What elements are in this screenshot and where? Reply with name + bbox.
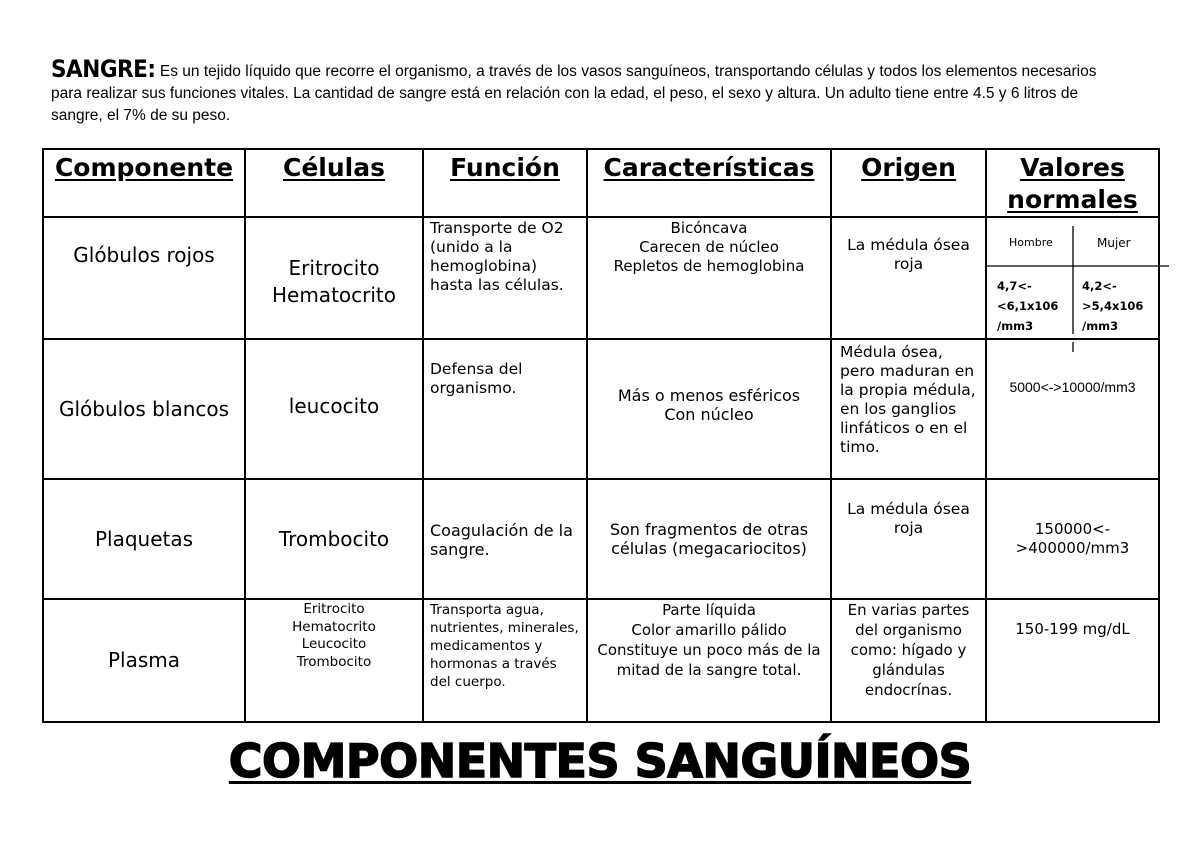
componente-cell: Glóbulos rojos: [43, 217, 245, 339]
celulas-cell: Eritrocito Hematocrito: [245, 217, 423, 339]
header-origen: Origen: [831, 149, 986, 217]
celulas-cell: leucocito: [245, 339, 423, 479]
valores-cell: 5000<->10000/mm3: [986, 339, 1159, 479]
page-title: COMPONENTES SANGUÍNEOS: [228, 734, 972, 788]
mujer-value: 4,2<->5,4x106 /mm3: [1082, 279, 1144, 333]
celulas-cell: Trombocito: [245, 479, 423, 599]
valores-cell: [986, 217, 1159, 339]
header-componente: Componente: [43, 149, 245, 217]
origen-cell: La médula ósea roja: [831, 479, 986, 599]
intro-text: Es un tejido líquido que recorre el organismo, a través de los vasos sanguíneos, transportando células y todos los elementos necesarios para realizar sus funciones vitales. La cantidad de sangre está en relación con la edad, el peso, el sexo y altura. Un adulto tiene entre 4.5 y 6 litros de sangre, el 7% de su peso.: [51, 63, 1097, 124]
caracteristicas-cell: Parte líquida Color amarillo pálido Constituye un poco más de la mitad de la sangre total.: [587, 599, 831, 722]
header-celulas: Células: [245, 149, 423, 217]
valores-cell: 150-199 mg/dL: [986, 599, 1159, 722]
celulas-cell: Eritrocito Hematocrito Leucocito Trombocito: [245, 599, 423, 722]
componente-cell: Plasma: [43, 599, 245, 722]
origen-cell: Médula ósea, pero maduran en la propia médula, en los ganglios linfáticos o en el timo.: [831, 339, 986, 479]
componente-cell: Glóbulos blancos: [43, 339, 245, 479]
funcion-cell: Defensa del organismo.: [423, 339, 587, 479]
caracteristicas-cell: Más o menos esféricos Con núcleo: [587, 339, 831, 479]
caracteristicas-cell: Bicóncava Carecen de núcleo Repletos de hemoglobina: [587, 217, 831, 339]
intro-paragraph: [51, 55, 1131, 127]
funcion-cell: Coagulación de la sangre.: [423, 479, 587, 599]
header-funcion: Función: [423, 149, 587, 217]
hombre-label: Hombre: [1009, 236, 1053, 249]
intro-keyword: SANGRE:: [51, 55, 156, 83]
components-table: [42, 148, 1160, 723]
caracteristicas-cell: Son fragmentos de otras células (megacariocitos): [587, 479, 831, 599]
header-row: [43, 149, 1159, 217]
funcion-cell: Transporte de O2 (unido a la hemoglobina) hasta las células.: [423, 217, 587, 339]
origen-cell: La médula ósea roja: [831, 217, 986, 339]
origen-cell: En varias partes del organismo como: hígado y glándulas endocrínas.: [831, 599, 986, 722]
table-row: [43, 479, 1159, 599]
table-row: [43, 599, 1159, 722]
table-row: [43, 217, 1159, 339]
funcion-cell: Transporta agua, nutrientes, minerales, medicamentos y hormonas a través del cuerpo.: [423, 599, 587, 722]
mujer-label: Mujer: [1097, 236, 1131, 250]
header-valores: Valores normales: [986, 149, 1159, 217]
header-caracteristicas: Características: [587, 149, 831, 217]
componente-cell: Plaquetas: [43, 479, 245, 599]
table-row: [43, 339, 1159, 479]
hombre-value: 4,7<-<6,1x106 /mm3: [997, 279, 1059, 333]
valores-cell: 150000<->400000/mm3: [986, 479, 1159, 599]
